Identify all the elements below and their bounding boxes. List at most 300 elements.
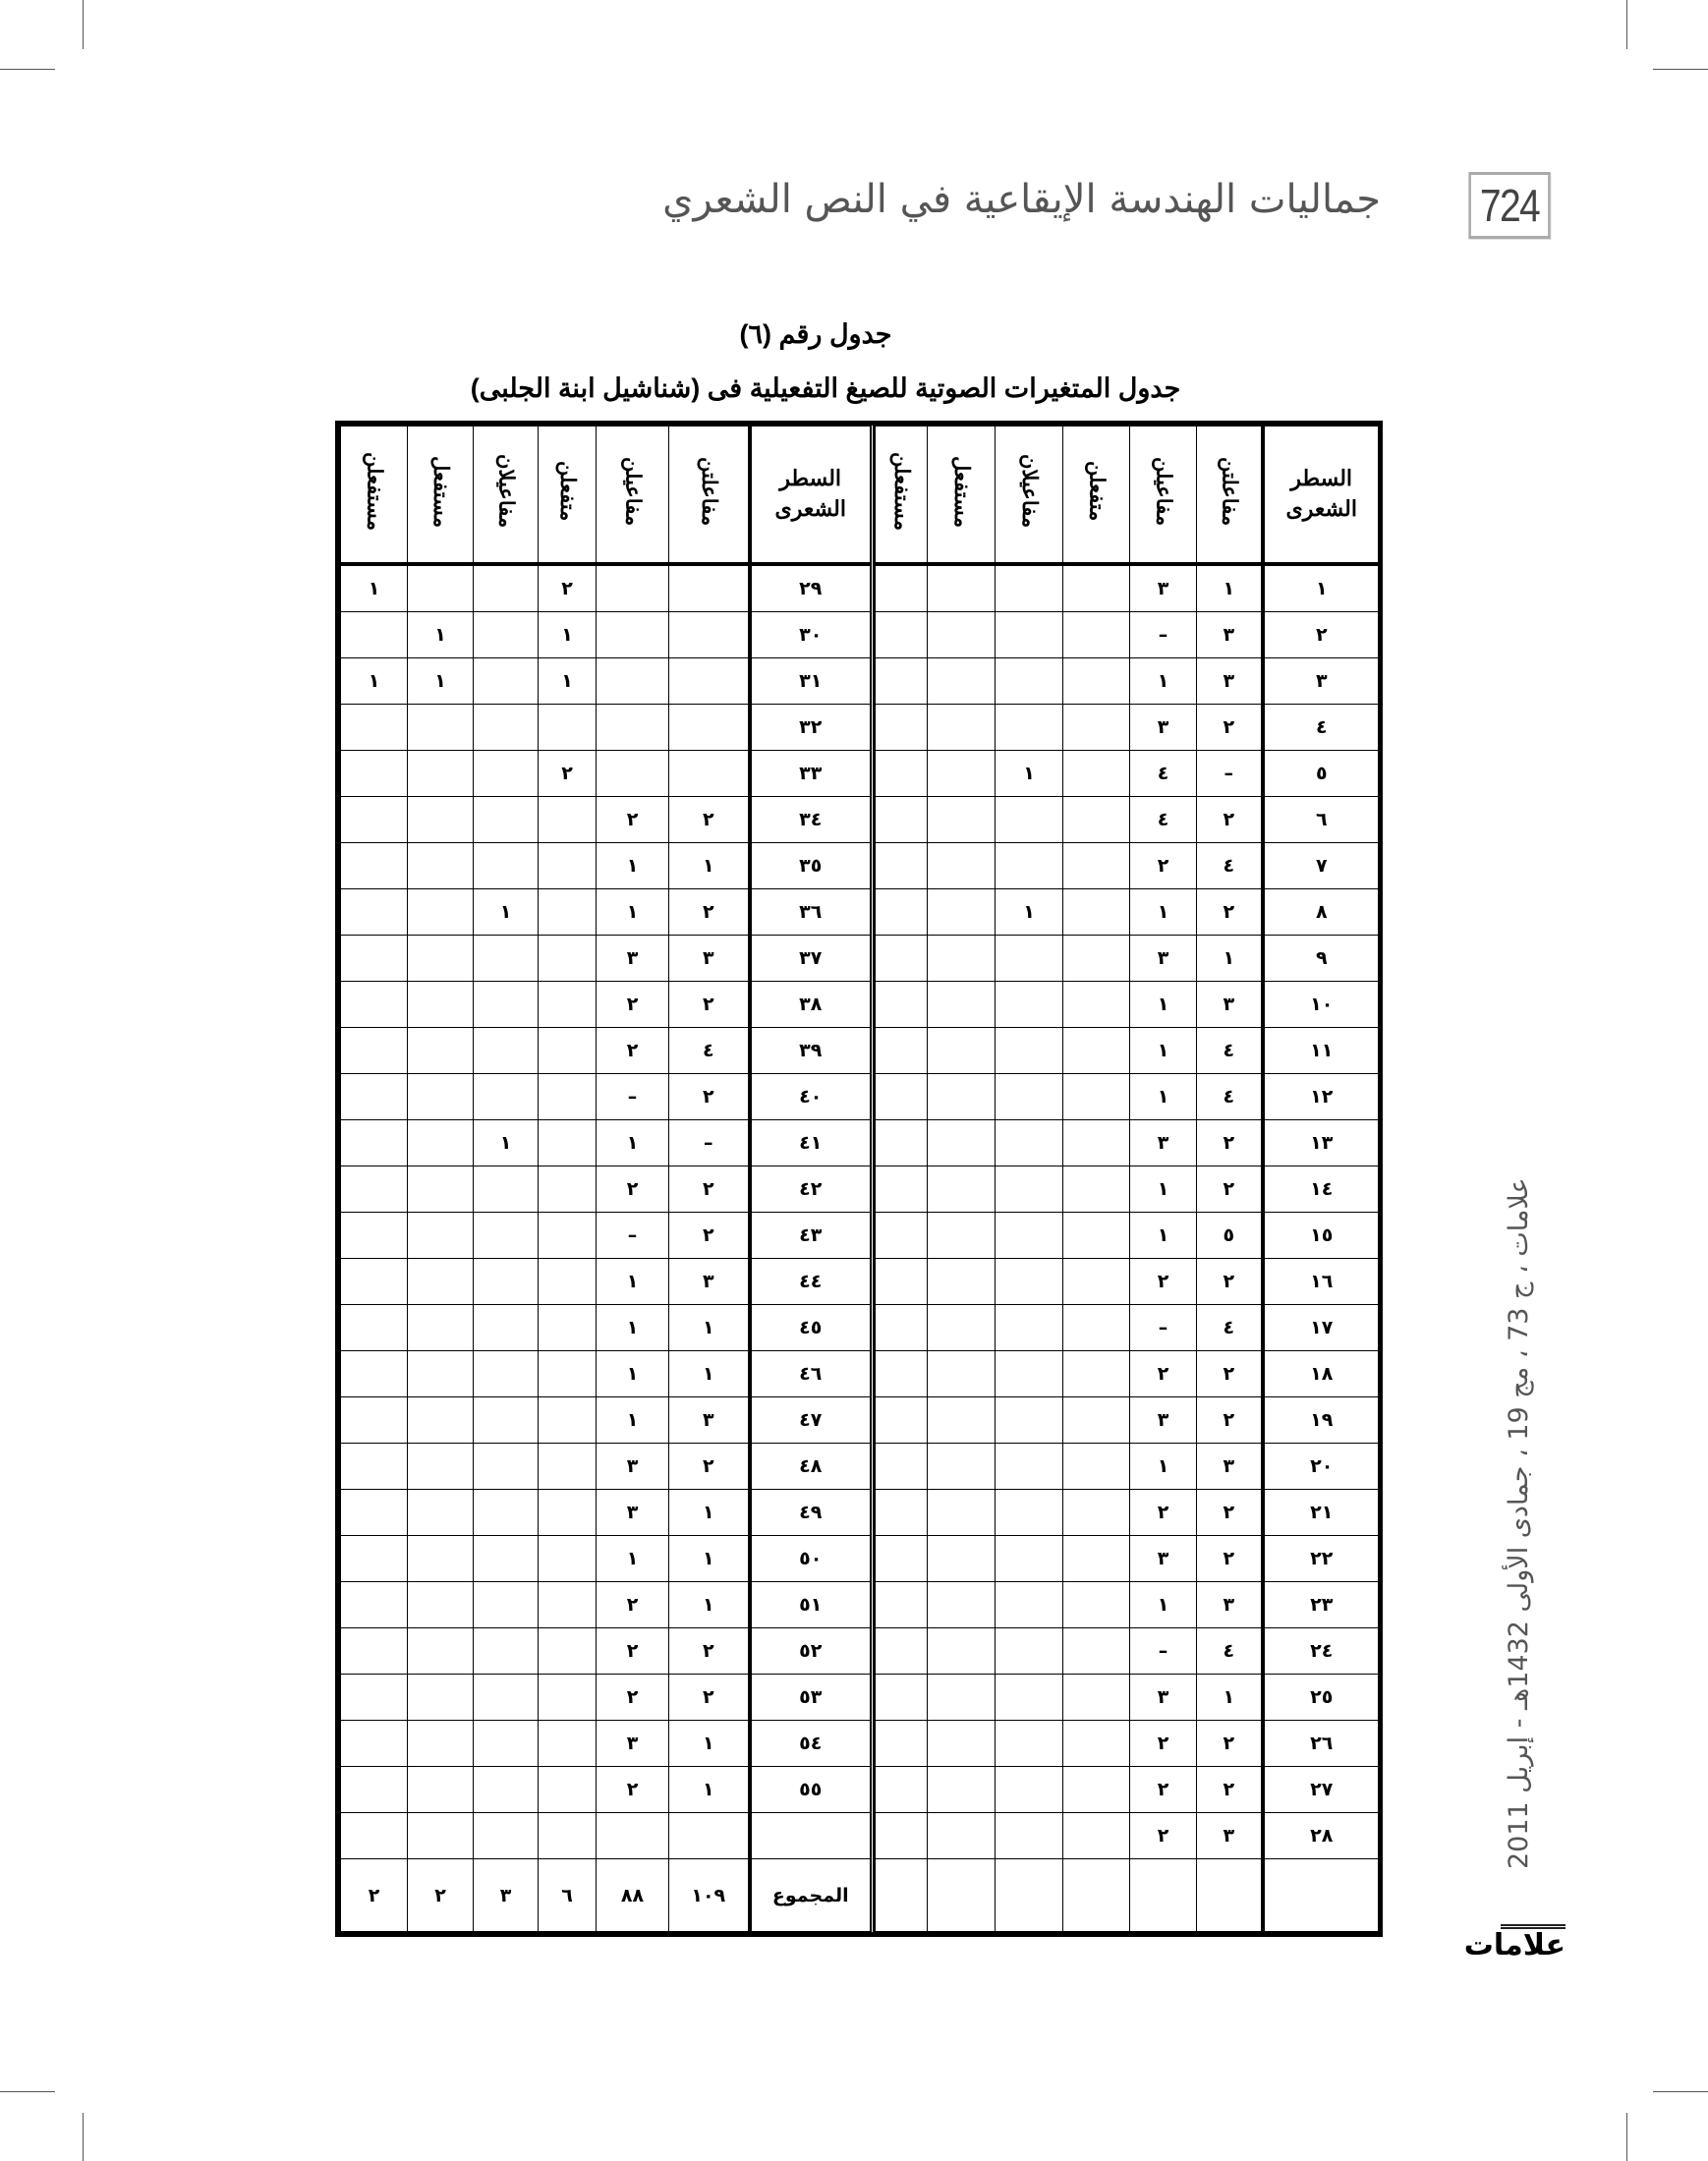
cell-mafailan: ٣ — [474, 1859, 539, 1932]
cell-mufaalatun: ٢ — [1197, 889, 1263, 936]
cell-line: ١٦ — [1263, 1259, 1380, 1305]
cell-line: ٢٠ — [1263, 1444, 1380, 1490]
cell-line: ١٣ — [1263, 1120, 1380, 1166]
cell-mufaalatun: ٢ — [1197, 1351, 1263, 1397]
cell-mustafil — [408, 1166, 474, 1213]
cell-mufaalatun: ١٠٩ — [669, 1859, 750, 1932]
cell-mufaalatun: ٤ — [669, 1028, 750, 1074]
cell-mutafilun — [1063, 889, 1130, 936]
cell-mafailan — [474, 705, 539, 751]
table-row — [876, 889, 1380, 936]
cell-mafailun: ١ — [1130, 889, 1197, 936]
column-header-label: مفاعيلن — [1152, 456, 1175, 527]
cell-line: ٢٧ — [1263, 1767, 1380, 1813]
cell-mafailun — [597, 1813, 669, 1859]
cell-mustafil — [408, 797, 474, 843]
cell-line: ٢٣ — [1263, 1582, 1380, 1628]
cell-mustafil — [928, 1859, 996, 1932]
column-header-mafailun — [1130, 427, 1197, 565]
cell-mufaalatun: ١ — [669, 1490, 750, 1536]
cell-line: ٣٧ — [750, 936, 873, 982]
cell-mustafilun — [341, 1305, 408, 1351]
cell-mafailan — [996, 797, 1063, 843]
table-row — [876, 1582, 1380, 1628]
cell-mufaalatun: ٢ — [669, 1675, 750, 1721]
cell-mustafil — [408, 1305, 474, 1351]
cell-mutafilun — [1063, 1213, 1130, 1259]
cell-line: ٤٨ — [750, 1444, 873, 1490]
cell-line: ٩ — [1263, 936, 1380, 982]
cell-mustafilun — [341, 1721, 408, 1767]
table-row — [341, 843, 873, 889]
cell-line: ٣٦ — [750, 889, 873, 936]
cell-mutafilun — [539, 1536, 597, 1582]
cell-mafailun: ٣ — [1130, 1120, 1197, 1166]
cell-mafailan — [996, 1213, 1063, 1259]
cell-mufaalatun: ٣ — [1197, 612, 1263, 658]
cell-mafailan — [474, 751, 539, 797]
column-header-label: السطر الشعرى — [774, 466, 846, 521]
table-row — [341, 1444, 873, 1490]
cell-mutafilun — [539, 1397, 597, 1444]
cell-mustafil — [408, 1582, 474, 1628]
cell-mustafilun — [341, 1351, 408, 1397]
cell-line: ١٠ — [1263, 982, 1380, 1028]
cell-mustafil — [928, 1120, 996, 1166]
cell-mafailun: ١ — [1130, 1213, 1197, 1259]
cell-mustafil — [928, 1074, 996, 1120]
cell-mustafilun — [876, 1259, 928, 1305]
cell-line: ٤٧ — [750, 1397, 873, 1444]
cell-mafailan — [474, 982, 539, 1028]
cell-mustafil — [408, 1721, 474, 1767]
cell-mafailun: ٢ — [1130, 1767, 1197, 1813]
crop-mark — [83, 2113, 84, 2161]
cell-mustafilun — [876, 1397, 928, 1444]
cell-mafailun: ٢ — [597, 1166, 669, 1213]
cell-mustafil — [928, 1813, 996, 1859]
cell-mafailun: ١ — [1130, 1166, 1197, 1213]
table-row — [876, 1351, 1380, 1397]
cell-mafailun: – — [597, 1213, 669, 1259]
cell-mafailun: ٢ — [1130, 1721, 1197, 1767]
cell-line: ٢٨ — [1263, 1813, 1380, 1859]
cell-mustafilun — [876, 1859, 928, 1932]
table-row — [341, 1166, 873, 1213]
cell-mutafilun — [1063, 705, 1130, 751]
cell-mustafilun — [341, 1536, 408, 1582]
cell-line: ١ — [1263, 564, 1380, 612]
cell-mafailun: ٣ — [597, 936, 669, 982]
column-header-mafailun — [597, 427, 669, 565]
cell-mafailun: ٤ — [1130, 797, 1197, 843]
cell-mafailun: ١ — [1130, 1582, 1197, 1628]
cell-mafailan — [474, 1074, 539, 1120]
table-row — [341, 1675, 873, 1721]
cell-mutafilun — [539, 1120, 597, 1166]
cell-mufaalatun: ٢ — [1197, 1259, 1263, 1305]
cell-mafailan — [996, 564, 1063, 612]
cell-mustafilun — [876, 797, 928, 843]
cell-mafailun: ٣ — [1130, 936, 1197, 982]
table-row — [876, 1213, 1380, 1259]
table-row — [341, 1028, 873, 1074]
cell-line: ٢٤ — [1263, 1628, 1380, 1675]
table-row — [876, 1074, 1380, 1120]
cell-mustafil — [928, 1166, 996, 1213]
column-header-mustafil — [928, 427, 996, 565]
column-header-line — [750, 427, 873, 565]
cell-mutafilun — [1063, 564, 1130, 612]
cell-mufaalatun: ٢ — [669, 1213, 750, 1259]
column-header-label: متفعلن — [556, 461, 579, 522]
cell-mafailun: ٢ — [597, 1582, 669, 1628]
cell-mustafil — [408, 936, 474, 982]
cell-mustafilun — [341, 1628, 408, 1675]
cell-mustafilun — [876, 889, 928, 936]
cell-mafailan: ١ — [996, 889, 1063, 936]
cell-mufaalatun: ١ — [669, 1767, 750, 1813]
cell-mafailun: ١ — [1130, 982, 1197, 1028]
cell-mafailun: ١ — [597, 1536, 669, 1582]
cell-mafailan: ١ — [474, 1120, 539, 1166]
cell-mustafil — [928, 936, 996, 982]
cell-line: ٣٠ — [750, 612, 873, 658]
table-row — [876, 1675, 1380, 1721]
cell-line — [750, 1813, 873, 1859]
journal-citation: علامات ، ج 73 ، مج 19 ، جمادى الأولى 1432هـ - إبريل 2011 — [1504, 1177, 1534, 1869]
cell-mutafilun — [539, 889, 597, 936]
cell-mufaalatun: ١ — [669, 1536, 750, 1582]
table-row — [876, 612, 1380, 658]
cell-mufaalatun: ٢ — [669, 982, 750, 1028]
cell-line: ٤٢ — [750, 1166, 873, 1213]
cell-mutafilun — [539, 1028, 597, 1074]
cell-mufaalatun: ٣ — [1197, 982, 1263, 1028]
cell-mufaalatun: – — [1197, 751, 1263, 797]
table-row — [876, 705, 1380, 751]
table-row — [341, 1351, 873, 1397]
column-header-mustafil — [408, 427, 474, 565]
column-header-mustafilun — [341, 427, 408, 565]
cell-mustafil — [928, 1721, 996, 1767]
table-title-caption: جدول المتغيرات الصوتية للصيغ التفعيلية فى (شناشيل ابنة الجلبى) — [470, 373, 1181, 403]
cell-mustafilun — [341, 1582, 408, 1628]
cell-mutafilun — [1063, 658, 1130, 705]
cell-mafailun: ٢ — [597, 1028, 669, 1074]
cell-mustafilun — [341, 797, 408, 843]
cell-mafailan — [996, 1675, 1063, 1721]
cell-mustafil — [408, 982, 474, 1028]
cell-mustafilun — [341, 1074, 408, 1120]
cell-mufaalatun: ١ — [669, 1582, 750, 1628]
cell-mutafilun — [539, 1675, 597, 1721]
cell-mafailan — [996, 1490, 1063, 1536]
cell-mustafil — [408, 1490, 474, 1536]
table-row — [341, 889, 873, 936]
cell-mafailun: ٣ — [597, 1721, 669, 1767]
cell-mufaalatun: ١ — [669, 1721, 750, 1767]
cell-mafailun: ٢ — [597, 1675, 669, 1721]
cell-mufaalatun: ٣ — [1197, 658, 1263, 705]
cell-mutafilun — [539, 1351, 597, 1397]
cell-mutafilun — [539, 1582, 597, 1628]
cell-mustafilun — [341, 1028, 408, 1074]
cell-mutafilun — [539, 705, 597, 751]
table-row — [876, 658, 1380, 705]
column-header-mufaalatun — [669, 427, 750, 565]
cell-mustafilun — [876, 1074, 928, 1120]
cell-mustafil — [928, 1028, 996, 1074]
cell-line: ٤٦ — [750, 1351, 873, 1397]
cell-mustafilun — [341, 751, 408, 797]
cell-mafailun — [597, 612, 669, 658]
page-number: 724 — [1468, 172, 1550, 239]
cell-mufaalatun: ٤ — [1197, 1628, 1263, 1675]
cell-mutafilun — [1063, 1628, 1130, 1675]
cell-line: ١٥ — [1263, 1213, 1380, 1259]
cell-mustafil — [928, 1397, 996, 1444]
cell-mafailan — [996, 1813, 1063, 1859]
cell-mufaalatun: ٤ — [1197, 1028, 1263, 1074]
cell-mustafilun — [341, 1444, 408, 1490]
cell-mafailan — [996, 1444, 1063, 1490]
cell-mustafil: ٢ — [408, 1859, 474, 1932]
cell-mustafil — [408, 1120, 474, 1166]
cell-mustafilun — [876, 564, 928, 612]
cell-mafailun: ٢ — [1130, 1490, 1197, 1536]
column-header-mutafilun — [539, 427, 597, 565]
cell-mustafilun — [876, 1351, 928, 1397]
cell-mafailan — [996, 1259, 1063, 1305]
cell-mutafilun: ٢ — [539, 564, 597, 612]
cell-line: ٨ — [1263, 889, 1380, 936]
cell-mustafil — [928, 1536, 996, 1582]
cell-mafailun: ٢ — [597, 982, 669, 1028]
cell-mufaalatun: ٣ — [669, 1259, 750, 1305]
cell-mafailun: ٢ — [1130, 1351, 1197, 1397]
cell-mufaalatun: ٢ — [1197, 797, 1263, 843]
cell-mafailan — [996, 705, 1063, 751]
cell-mustafil — [408, 1444, 474, 1490]
cell-mustafilun — [876, 936, 928, 982]
cell-mafailan: ١ — [474, 889, 539, 936]
crop-mark — [83, 0, 84, 49]
table-row — [876, 751, 1380, 797]
cell-mafailan — [996, 612, 1063, 658]
table-number-caption: جدول رقم (٦) — [739, 319, 892, 349]
cell-line: ٢٩ — [750, 564, 873, 612]
cell-mufaalatun: ٢ — [669, 1628, 750, 1675]
cell-line: ٣١ — [750, 658, 873, 705]
cell-mafailun: ٣ — [1130, 1397, 1197, 1444]
cell-mufaalatun: ٥ — [1197, 1213, 1263, 1259]
cell-line: ١٢ — [1263, 1074, 1380, 1120]
cell-mutafilun — [1063, 1397, 1130, 1444]
cell-line: ٤١ — [750, 1120, 873, 1166]
cell-mafailan — [474, 564, 539, 612]
cell-mafailan — [996, 1351, 1063, 1397]
cell-mustafilun — [341, 1259, 408, 1305]
cell-mutafilun — [1063, 1444, 1130, 1490]
cell-mustafil — [408, 1767, 474, 1813]
cell-mafailan: ١ — [996, 751, 1063, 797]
cell-mustafil — [928, 1675, 996, 1721]
cell-line: ٥١ — [750, 1582, 873, 1628]
cell-mafailun: – — [597, 1074, 669, 1120]
cell-mafailun: ١ — [1130, 658, 1197, 705]
cell-mafailan — [996, 1305, 1063, 1351]
cell-mufaalatun: ٤ — [1197, 1074, 1263, 1120]
cell-mustafilun — [876, 1213, 928, 1259]
cell-mafailun: ٣ — [1130, 705, 1197, 751]
cell-mafailan — [474, 1813, 539, 1859]
cell-mafailan — [474, 1582, 539, 1628]
cell-mufaalatun — [669, 751, 750, 797]
cell-line: ١٨ — [1263, 1351, 1380, 1397]
table-row — [341, 612, 873, 658]
cell-mufaalatun: ٢ — [1197, 1721, 1263, 1767]
cell-mustafil — [408, 1213, 474, 1259]
cell-line: المجموع — [750, 1859, 873, 1932]
table-row — [876, 1120, 1380, 1166]
table-row — [341, 1628, 873, 1675]
cell-mufaalatun: ٢ — [1197, 705, 1263, 751]
cell-mufaalatun — [669, 564, 750, 612]
cell-mustafil — [928, 1259, 996, 1305]
cell-mustafil: ١ — [408, 658, 474, 705]
cell-mafailan — [474, 936, 539, 982]
cell-mustafil — [408, 1628, 474, 1675]
cell-mafailan — [996, 1721, 1063, 1767]
cell-mustafil — [408, 1028, 474, 1074]
cell-mafailun: – — [1130, 612, 1197, 658]
column-header-line — [1263, 427, 1380, 565]
cell-mutafilun — [1063, 797, 1130, 843]
cell-mafailun: ٤ — [1130, 751, 1197, 797]
cell-mutafilun — [1063, 1675, 1130, 1721]
cell-mafailan — [996, 843, 1063, 889]
cell-mustafil — [408, 1397, 474, 1444]
cell-mutafilun — [1063, 1490, 1130, 1536]
cell-line: ٢٥ — [1263, 1675, 1380, 1721]
cell-mafailun: ١ — [597, 1259, 669, 1305]
cell-mufaalatun — [669, 705, 750, 751]
table-row — [876, 1628, 1380, 1675]
column-header-label: مستفعل — [429, 455, 452, 528]
cell-mutafilun — [1063, 1813, 1130, 1859]
cell-line: ١١ — [1263, 1028, 1380, 1074]
cell-line: ٢ — [1263, 612, 1380, 658]
cell-mutafilun — [539, 982, 597, 1028]
cell-mutafilun — [539, 1305, 597, 1351]
cell-mafailun: ٣ — [1130, 1675, 1197, 1721]
cell-mutafilun — [539, 1166, 597, 1213]
cell-line: ٢٢ — [1263, 1536, 1380, 1582]
cell-mafailan — [996, 936, 1063, 982]
cell-mufaalatun — [669, 612, 750, 658]
cell-mustafil — [928, 1490, 996, 1536]
cell-mafailun: ١ — [597, 1397, 669, 1444]
cell-mafailan — [474, 1490, 539, 1536]
cell-mafailan — [474, 658, 539, 705]
cell-line: ٥ — [1263, 751, 1380, 797]
table-row — [876, 1259, 1380, 1305]
table-row — [341, 936, 873, 982]
cell-mustafil — [408, 1813, 474, 1859]
column-header-mutafilun — [1063, 427, 1130, 565]
cell-mutafilun — [1063, 936, 1130, 982]
cell-mustafil — [408, 1259, 474, 1305]
cell-mafailan — [474, 1397, 539, 1444]
cell-mufaalatun: ٢ — [669, 1074, 750, 1120]
cell-mafailan — [474, 1675, 539, 1721]
cell-mutafilun — [1063, 1305, 1130, 1351]
column-header-label: مفاعلتن — [1218, 456, 1241, 527]
cell-mutafilun: ١ — [539, 658, 597, 705]
cell-mutafilun — [1063, 1351, 1130, 1397]
column-header-label: مفاعيلن — [621, 456, 645, 527]
cell-mufaalatun: ٢ — [1197, 1536, 1263, 1582]
cell-mafailan — [474, 1628, 539, 1675]
cell-mafailan — [474, 1028, 539, 1074]
cell-mustafil — [408, 705, 474, 751]
cell-mufaalatun: ١ — [669, 1351, 750, 1397]
table-row — [341, 1305, 873, 1351]
cell-mustafilun — [341, 612, 408, 658]
cell-mutafilun — [539, 1628, 597, 1675]
cell-mustafilun — [341, 1213, 408, 1259]
cell-mutafilun — [539, 1721, 597, 1767]
cell-mufaalatun — [1197, 1859, 1263, 1932]
cell-mustafil — [928, 1582, 996, 1628]
cell-mustafilun — [876, 612, 928, 658]
cell-mafailun: ٣ — [597, 1444, 669, 1490]
cell-mafailan — [474, 1721, 539, 1767]
table-row — [876, 936, 1380, 982]
cell-mustafilun — [876, 1675, 928, 1721]
cell-mufaalatun: ٤ — [1197, 1305, 1263, 1351]
table-row — [341, 1259, 873, 1305]
table-row — [876, 1813, 1380, 1859]
cell-mustafil — [408, 564, 474, 612]
cell-mustafilun — [341, 1490, 408, 1536]
cell-mutafilun — [539, 1074, 597, 1120]
cell-mafailan — [996, 1767, 1063, 1813]
cell-mustafilun — [876, 1767, 928, 1813]
table-row — [341, 1213, 873, 1259]
total-row — [876, 1859, 1380, 1932]
cell-mafailun: ١ — [597, 843, 669, 889]
table-row — [341, 1490, 873, 1536]
cell-mafailan — [996, 1120, 1063, 1166]
column-header-mustafilun — [876, 427, 928, 565]
column-header-label: مفاعيلان — [1018, 454, 1041, 529]
table-row — [876, 1490, 1380, 1536]
cell-mustafilun — [341, 889, 408, 936]
cell-mafailun: ٨٨ — [597, 1859, 669, 1932]
cell-mafailun: ٣ — [1130, 564, 1197, 612]
cell-mutafilun — [1063, 1721, 1130, 1767]
cell-mustafil — [408, 889, 474, 936]
table-row — [876, 1444, 1380, 1490]
cell-mustafilun — [341, 1675, 408, 1721]
cell-mufaalatun: ٢ — [1197, 1120, 1263, 1166]
cell-mafailan — [996, 982, 1063, 1028]
table-row — [876, 564, 1380, 612]
cell-mustafil — [928, 1628, 996, 1675]
cell-mafailun: ٢ — [597, 1628, 669, 1675]
